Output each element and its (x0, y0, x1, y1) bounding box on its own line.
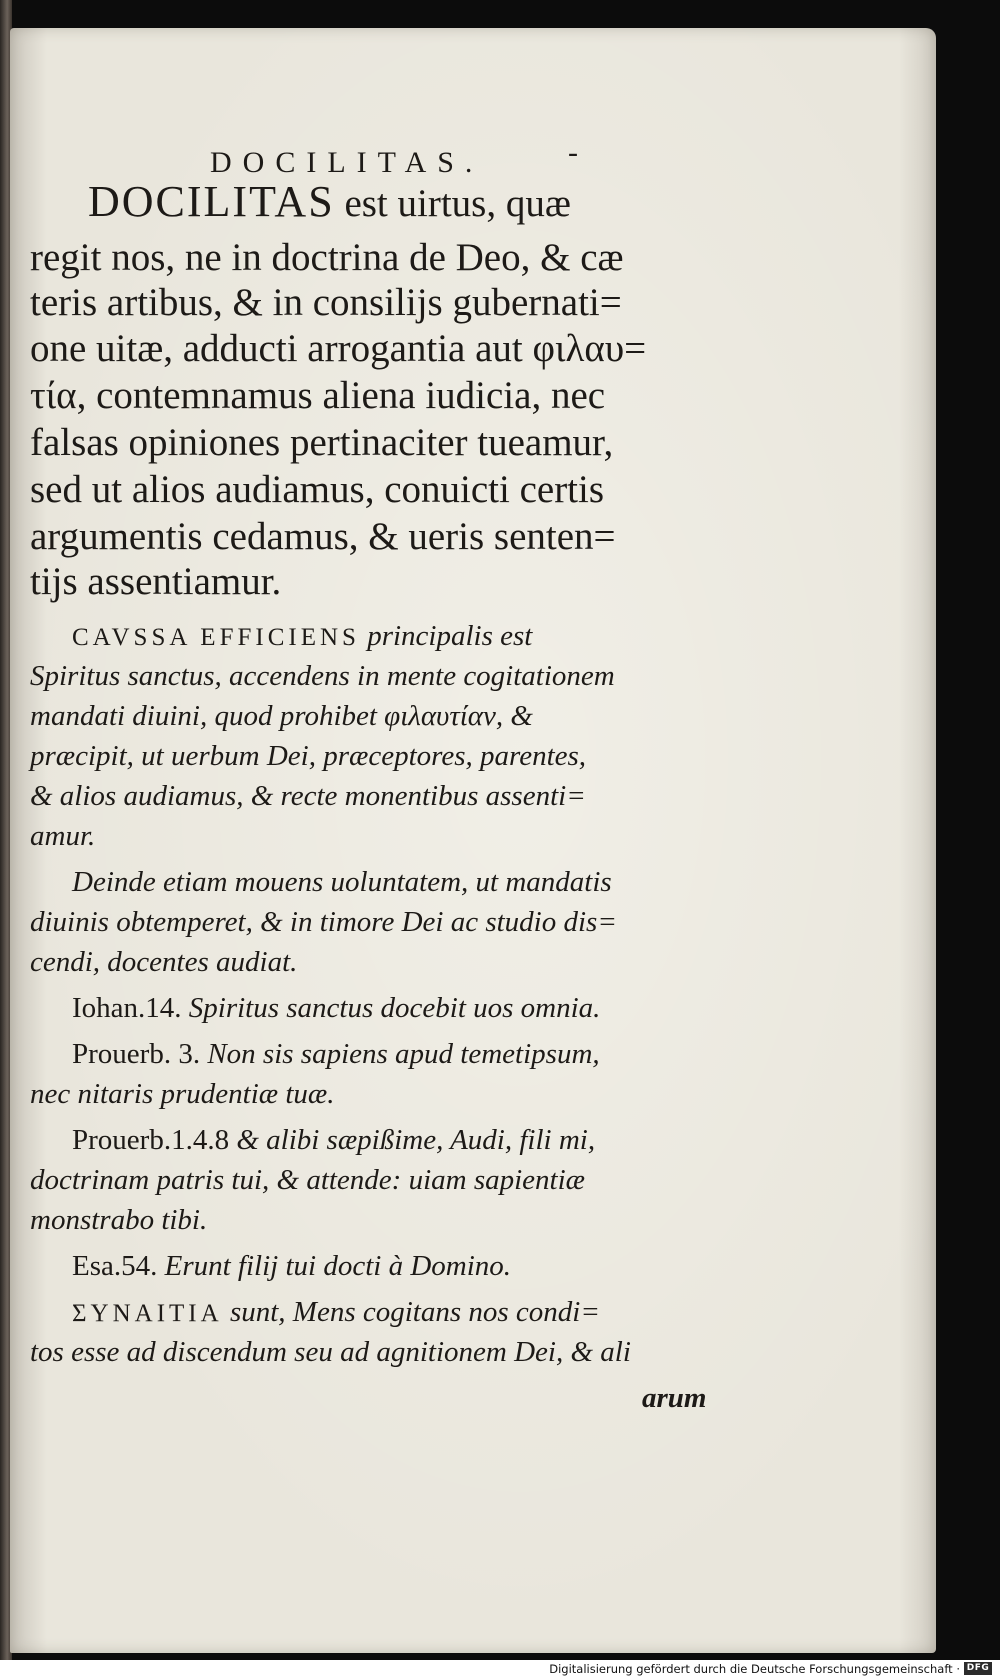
synaitia-text-1: sunt, Mens cogitans nos condi= (229, 1296, 600, 1328)
body-line-5: τία, contemnamus aliena iudicia, nec (30, 374, 606, 417)
synaitia-lead: ΣΥΝΑΙΤΙΑ (72, 1300, 223, 1327)
prouerb148-line-2: doctrinam patris tui, & attende: uiam sapientiæ (30, 1164, 586, 1196)
iohan-text: Spiritus sanctus docebit uos omnia. (188, 992, 601, 1024)
running-head-dash: - (568, 136, 578, 169)
deinde-line-2: diuinis obtemperet, & in timore Dei ac studio dis= (30, 906, 617, 938)
causa-line-1-text: principalis est (367, 620, 533, 652)
body-line-4: one uitæ, adducti arrogantia aut φιλαυ= (30, 327, 647, 370)
prouerb3-line-2: nec nitaris prudentiæ tuæ. (30, 1078, 335, 1110)
body-line-1 (88, 177, 571, 226)
body-line-2: regit nos, ne in doctrina de Deo, & cæ (30, 236, 624, 279)
esa-text: Erunt filij tui docti à Domino. (164, 1250, 512, 1282)
iohan-line (72, 990, 600, 1026)
esa-line (72, 1248, 511, 1284)
body-line-6: falsas opiniones pertinaciter tueamur, (30, 421, 614, 464)
running-head: DOCILITAS. (210, 146, 484, 179)
prouerb3-text-1: Non sis sapiens apud temetipsum, (207, 1038, 600, 1070)
causa-line-3: mandati diuini, quod prohibet φιλαυτίαν, & (30, 700, 533, 732)
causa-line-5: & alios audiamus, & recte monentibus assenti= (30, 780, 586, 812)
iohan-ref: Iohan.14. (72, 992, 182, 1024)
prouerb148-ref: Prouerb.1.4.8 (72, 1124, 230, 1156)
causa-line-6: amur. (30, 820, 96, 852)
catchword: arum (642, 1382, 707, 1414)
causa-line-1 (72, 618, 532, 656)
body-line-1-text: est uirtus, quæ (344, 182, 571, 225)
causa-line-4: præcipit, ut uerbum Dei, præceptores, parentes, (30, 740, 587, 772)
synaitia-line-1 (72, 1294, 600, 1332)
prouerb148-line-1 (72, 1122, 595, 1158)
causa-line-2: Spiritus sanctus, accendens in mente cogitationem (30, 660, 615, 692)
lead-word: DOCILITAS (88, 177, 335, 226)
prouerb148-line-3: monstrabo tibi. (30, 1204, 208, 1236)
prouerb3-line-1 (72, 1036, 600, 1072)
book-page (10, 28, 936, 1653)
footer-bar (0, 1660, 1000, 1678)
dfg-logo: DFG (964, 1662, 992, 1675)
deinde-line-1: Deinde etiam mouens uoluntatem, ut mandatis (72, 866, 612, 898)
footer-credit: Digitalisierung gefördert durch die Deutsche Forschungsgemeinschaft · (549, 1662, 960, 1676)
causa-lead: CAVSSA EFFICIENS (72, 624, 360, 651)
synaitia-line-2: tos esse ad discendum seu ad agnitionem Dei, & ali (30, 1336, 631, 1368)
prouerb3-ref: Prouerb. 3. (72, 1038, 201, 1070)
body-line-8: argumentis cedamus, & ueris senten= (30, 515, 616, 558)
body-line-9: tijs assentiamur. (30, 560, 282, 603)
body-line-3: teris artibus, & in consilijs gubernati= (30, 281, 622, 324)
prouerb148-text-1: & alibi sæpißime, Audi, fili mi, (236, 1124, 596, 1156)
deinde-line-3: cendi, docentes audiat. (30, 946, 298, 978)
esa-ref: Esa.54. (72, 1250, 158, 1282)
body-line-7: sed ut alios audiamus, conuicti certis (30, 468, 605, 511)
